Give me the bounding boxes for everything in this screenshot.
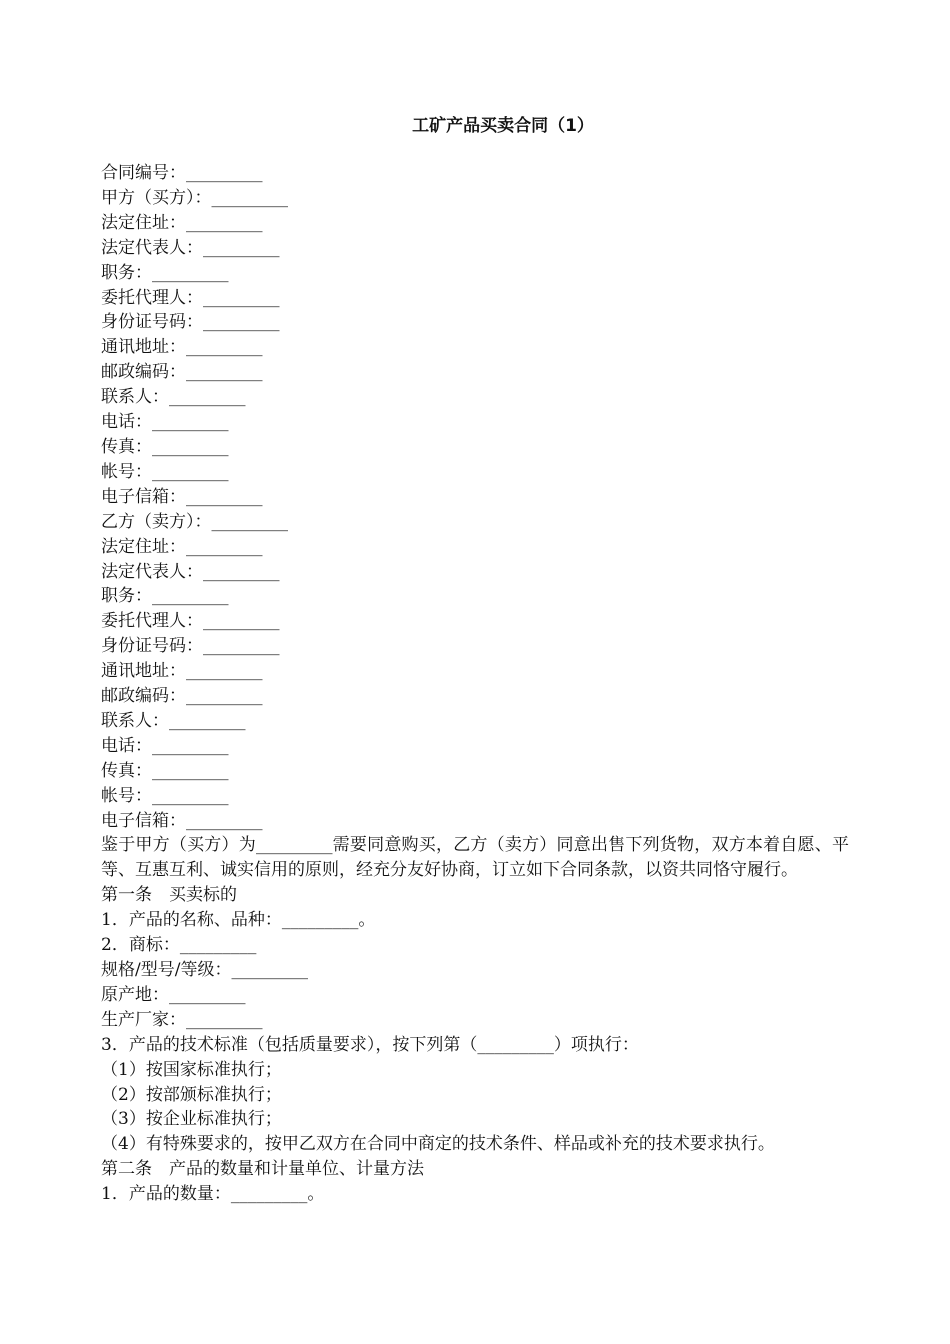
field-contract-number: 合同编号：_________ [101,163,263,183]
preamble-paragraph: 鉴于甲方（买方）为_________需要同意购买，乙方（卖方）同意出售下列货物，双方本着自愿、平等、互惠互利、诚实信用的原则，经充分友好协商，订立如下合同条款，以资共同恪守履行。 [101,835,849,881]
clauses-block [101,883,861,1207]
field-party-b-agent: 委托代理人：_________ [101,611,280,632]
field-party-b-position: 职务：_________ [101,586,229,607]
field-party-b-mail-address: 通讯地址：_________ [101,661,263,682]
field-party-b: 乙方（卖方）：_________ [101,511,288,532]
field-party-a: 甲方（买方）：_________ [101,187,288,208]
field-party-b-contact: 联系人：_________ [101,710,246,731]
field-party-b-address: 法定住址：_________ [101,536,263,557]
clause-item: 3．产品的技术标准（包括质量要求），按下列第（_________）项执行： [101,1034,639,1055]
field-party-b-fax: 传真：_________ [101,760,229,781]
field-party-a-phone: 电话：_________ [101,412,229,433]
field-party-a-position: 职务：_________ [101,262,229,283]
field-party-a-id-number: 身份证号码：_________ [101,312,280,333]
field-party-a-legal-rep: 法定代表人：_________ [101,237,280,258]
clause-item: 原产地：_________ [101,984,246,1005]
field-party-a-fax: 传真：_________ [101,436,229,457]
field-party-a-email: 电子信箱：_________ [101,486,263,507]
clause-item: 1．产品的数量：_________。 [101,1184,325,1205]
field-party-b-phone: 电话：_________ [101,735,229,756]
field-party-b-id-number: 身份证号码：_________ [101,636,280,657]
field-party-a-mail-address: 通讯地址：_________ [101,337,263,358]
clause-item: 生产厂家：_________ [101,1009,263,1030]
clause-heading-2: 第二条 产品的数量和计量单位、计量方法 [101,1159,424,1180]
field-party-b-legal-rep: 法定代表人：_________ [101,561,280,582]
field-party-a-contact: 联系人：_________ [101,387,246,408]
document-title: 工矿产品买卖合同（1） [412,116,594,136]
clause-item: 2．商标：_________ [101,935,257,956]
clause-item: 规格/型号/等级：_________ [101,960,308,980]
field-party-a-postcode: 邮政编码：_________ [101,362,263,383]
clause-sub-item: （2）按部颁标准执行； [101,1084,282,1105]
clause-heading-1: 第一条 买卖标的 [101,885,237,906]
clause-item: 1．产品的名称、品种：_________。 [101,910,376,931]
clause-sub-item: （1）按国家标准执行； [101,1059,282,1080]
field-party-b-postcode: 邮政编码：_________ [101,686,263,707]
field-party-a-account: 帐号：_________ [101,461,229,482]
field-party-a-agent: 委托代理人：_________ [101,287,280,308]
document-page [101,112,861,1207]
party-info-block [101,161,861,833]
field-party-a-address: 法定住址：_________ [101,212,263,233]
field-party-b-email: 电子信箱：_________ [101,810,263,831]
field-party-b-account: 帐号：_________ [101,785,229,806]
clause-sub-item: （3）按企业标准执行； [101,1109,282,1130]
clause-sub-item: （4）有特殊要求的，按甲乙双方在合同中商定的技术条件、样品或补充的技术要求执行。 [101,1134,775,1155]
